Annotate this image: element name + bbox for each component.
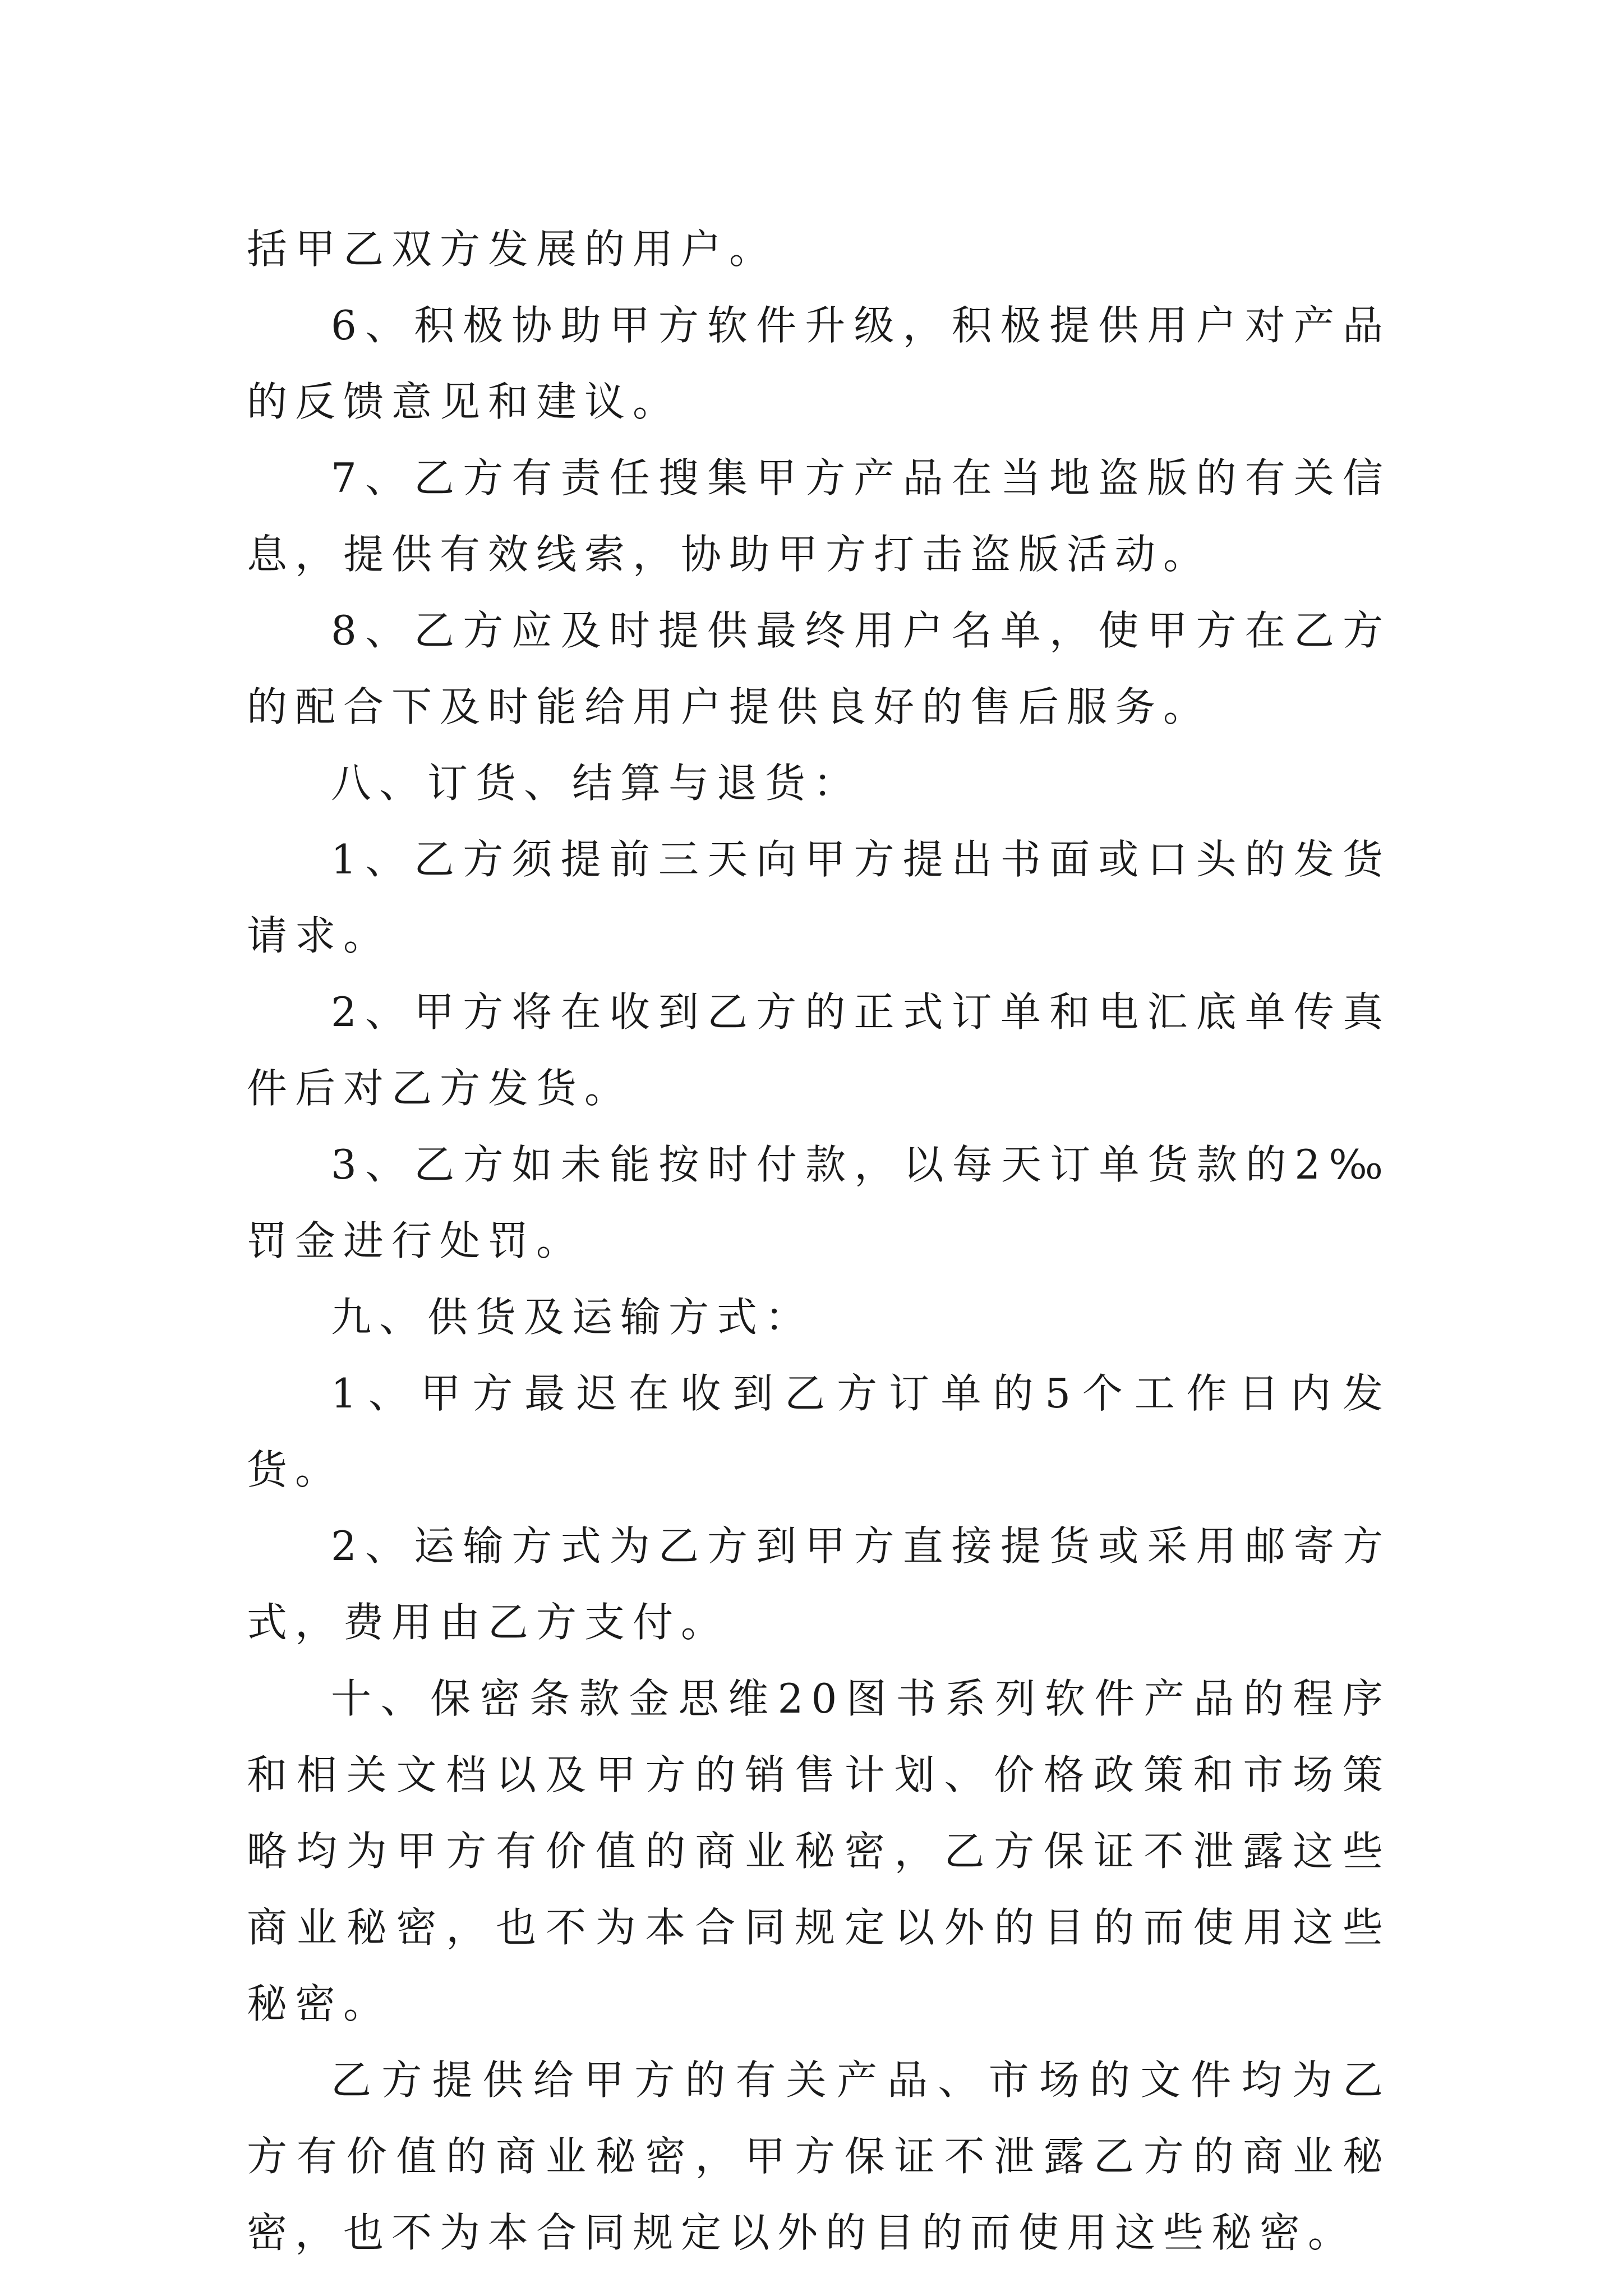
document-body [247,211,1391,2271]
paragraph: 6、积极协助甲方软件升级，积极提供用户对产品的反馈意见和建议。 [247,302,1391,425]
paragraph: 3、乙方如未能按时付款，以每天订单货款的2‰罚金进行处罚。 [247,1141,1391,1264]
paragraph: 7、乙方有责任搜集甲方产品在当地盗版的有关信息，提供有效线索，协助甲方打击盗版活动。 [247,454,1391,578]
section-heading: 八、订货、结算与退货： [331,760,862,807]
paragraph: 2、甲方将在收到乙方的正式订单和电汇底单传真件后对乙方发货。 [247,988,1391,1112]
paragraph: 十、保密条款金思维20图书系列软件产品的程序和相关文档以及甲方的销售计划、价格政策和市场策略均为甲方有价值的商业秘密，乙方保证不泄露这些商业秘密，也不为本合同规定以外的目的而使用这些秘密。 [247,1675,1391,2027]
paragraph: 1、甲方最迟在收到乙方订单的5个工作日内发货。 [247,1370,1391,1493]
paragraph: 2、运输方式为乙方到甲方直接提货或采用邮寄方式，费用由乙方支付。 [247,1522,1391,1646]
paragraph: 括甲乙双方发展的用户。 [247,226,778,273]
paragraph: 8、乙方应及时提供最终用户名单，使甲方在乙方的配合下及时能给用户提供良好的售后服务。 [247,607,1391,730]
section-heading: 九、供货及运输方式： [331,1294,814,1341]
paragraph: 乙方提供给甲方的有关产品、市场的文件均为乙方有价值的商业秘密，甲方保证不泄露乙方的商业秘密，也不为本合同规定以外的目的而使用这些秘密。 [247,2056,1391,2256]
paragraph: 1、乙方须提前三天向甲方提出书面或口头的发货请求。 [247,836,1391,959]
